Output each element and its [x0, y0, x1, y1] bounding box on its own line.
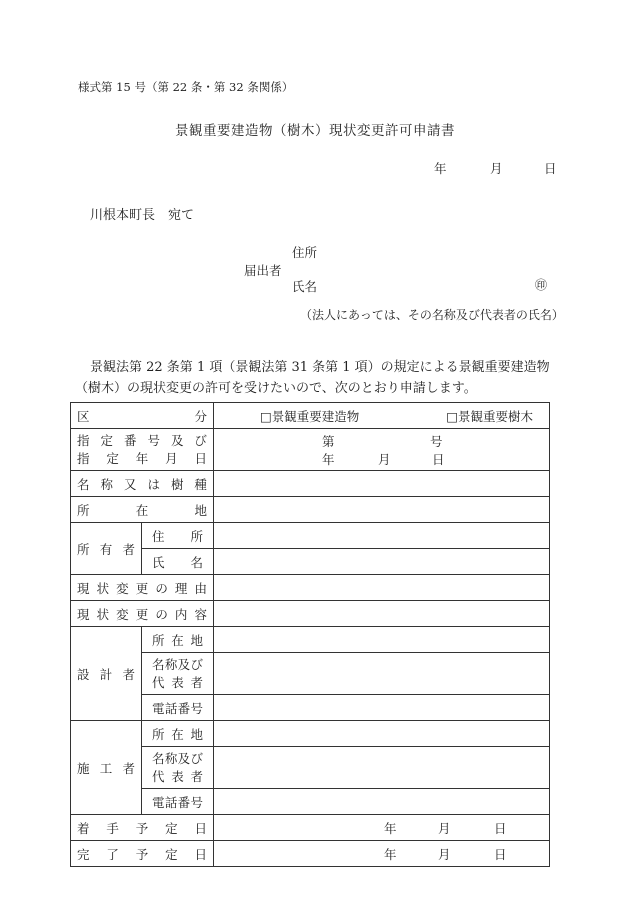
content-value[interactable] [214, 601, 550, 627]
row-reason [71, 575, 550, 601]
row-owner-address [71, 523, 550, 549]
row-designer-phone [71, 695, 550, 721]
start-date-value[interactable]: 年 月 日 [214, 815, 550, 841]
label-start-date: 着 手 予 定 日 [71, 815, 214, 841]
label-owner: 所 有 者 [71, 523, 142, 575]
label-designer: 設 計 者 [71, 627, 142, 721]
label-end-date: 完 了 予 定 日 [71, 841, 214, 867]
row-name-species [71, 471, 550, 497]
addressee: 川根本町長 宛て [90, 208, 195, 223]
row-content [71, 601, 550, 627]
label-name-species: 名 称 又 は 樹 種 [71, 471, 214, 497]
checkbox-building[interactable]: □景観重要建造物 [260, 408, 360, 424]
designer-rep-value[interactable] [214, 653, 550, 695]
form-number: 様式第 15 号（第 22 条・第 32 条関係） [78, 80, 294, 94]
owner-address-value[interactable] [214, 523, 550, 549]
label-designer-phone: 電 話 番 号 [142, 695, 214, 721]
row-contractor-location [71, 721, 550, 747]
corporate-note: （法人にあっては、その名称及び代表者の氏名） [300, 308, 564, 322]
contractor-location-value[interactable] [214, 721, 550, 747]
applicant-address-label: 住所 [292, 245, 318, 260]
label-category: 区 分 [71, 403, 214, 429]
row-designer-location [71, 627, 550, 653]
label-designer-location: 所 在 地 [142, 627, 214, 653]
label-designation: 指 定 番 号 及 び 指 定 年 月 日 [71, 429, 214, 471]
checkbox-tree[interactable]: □景観重要樹木 [446, 408, 533, 424]
label-designer-rep: 名 称 及 び 代 表 者 [142, 653, 214, 695]
label-owner-name: 氏 名 [142, 549, 214, 575]
row-location [71, 497, 550, 523]
end-date-value[interactable]: 年 月 日 [214, 841, 550, 867]
label-contractor-phone: 電 話 番 号 [142, 789, 214, 815]
date-day: 日 [544, 161, 557, 176]
contractor-rep-value[interactable] [214, 747, 550, 789]
designer-phone-value[interactable] [214, 695, 550, 721]
label-contractor: 施 工 者 [71, 721, 142, 815]
location-value[interactable] [214, 497, 550, 523]
row-start-date [71, 815, 550, 841]
row-designation [71, 429, 550, 471]
applicant-name-label: 氏名 [292, 279, 318, 294]
label-owner-address: 住 所 [142, 523, 214, 549]
row-designer-rep [71, 653, 550, 695]
row-end-date [71, 841, 550, 867]
contractor-phone-value[interactable] [214, 789, 550, 815]
category-options [214, 403, 550, 429]
seal-mark: ㊞ [535, 278, 548, 292]
reason-value[interactable] [214, 575, 550, 601]
name-species-value[interactable] [214, 471, 550, 497]
label-location: 所 在 地 [71, 497, 214, 523]
application-table [70, 402, 550, 867]
date-month: 月 [490, 161, 503, 176]
designer-location-value[interactable] [214, 627, 550, 653]
row-category [71, 403, 550, 429]
document-title: 景観重要建造物（樹木）現状変更許可申請書 [175, 123, 455, 139]
body-text-line-1: 景観法第 22 条第 1 項（景観法第 31 条第 1 項）の規定による景観重要建造物 [90, 360, 550, 375]
label-contractor-rep: 名 称 及 び 代 表 者 [142, 747, 214, 789]
label-reason: 現 状 変 更 の 理 由 [71, 575, 214, 601]
row-owner-name [71, 549, 550, 575]
date-year: 年 [434, 161, 447, 176]
owner-name-value[interactable] [214, 549, 550, 575]
designation-value[interactable]: 第 号 年 月 日 [214, 429, 550, 471]
label-content: 現 状 変 更 の 内 容 [71, 601, 214, 627]
row-contractor-rep [71, 747, 550, 789]
row-contractor-phone [71, 789, 550, 815]
applicant-label: 届出者 [244, 263, 282, 278]
label-contractor-location: 所 在 地 [142, 721, 214, 747]
body-text-line-2: （樹木）の現状変更の許可を受けたいので、次のとおり申請します。 [75, 381, 477, 396]
